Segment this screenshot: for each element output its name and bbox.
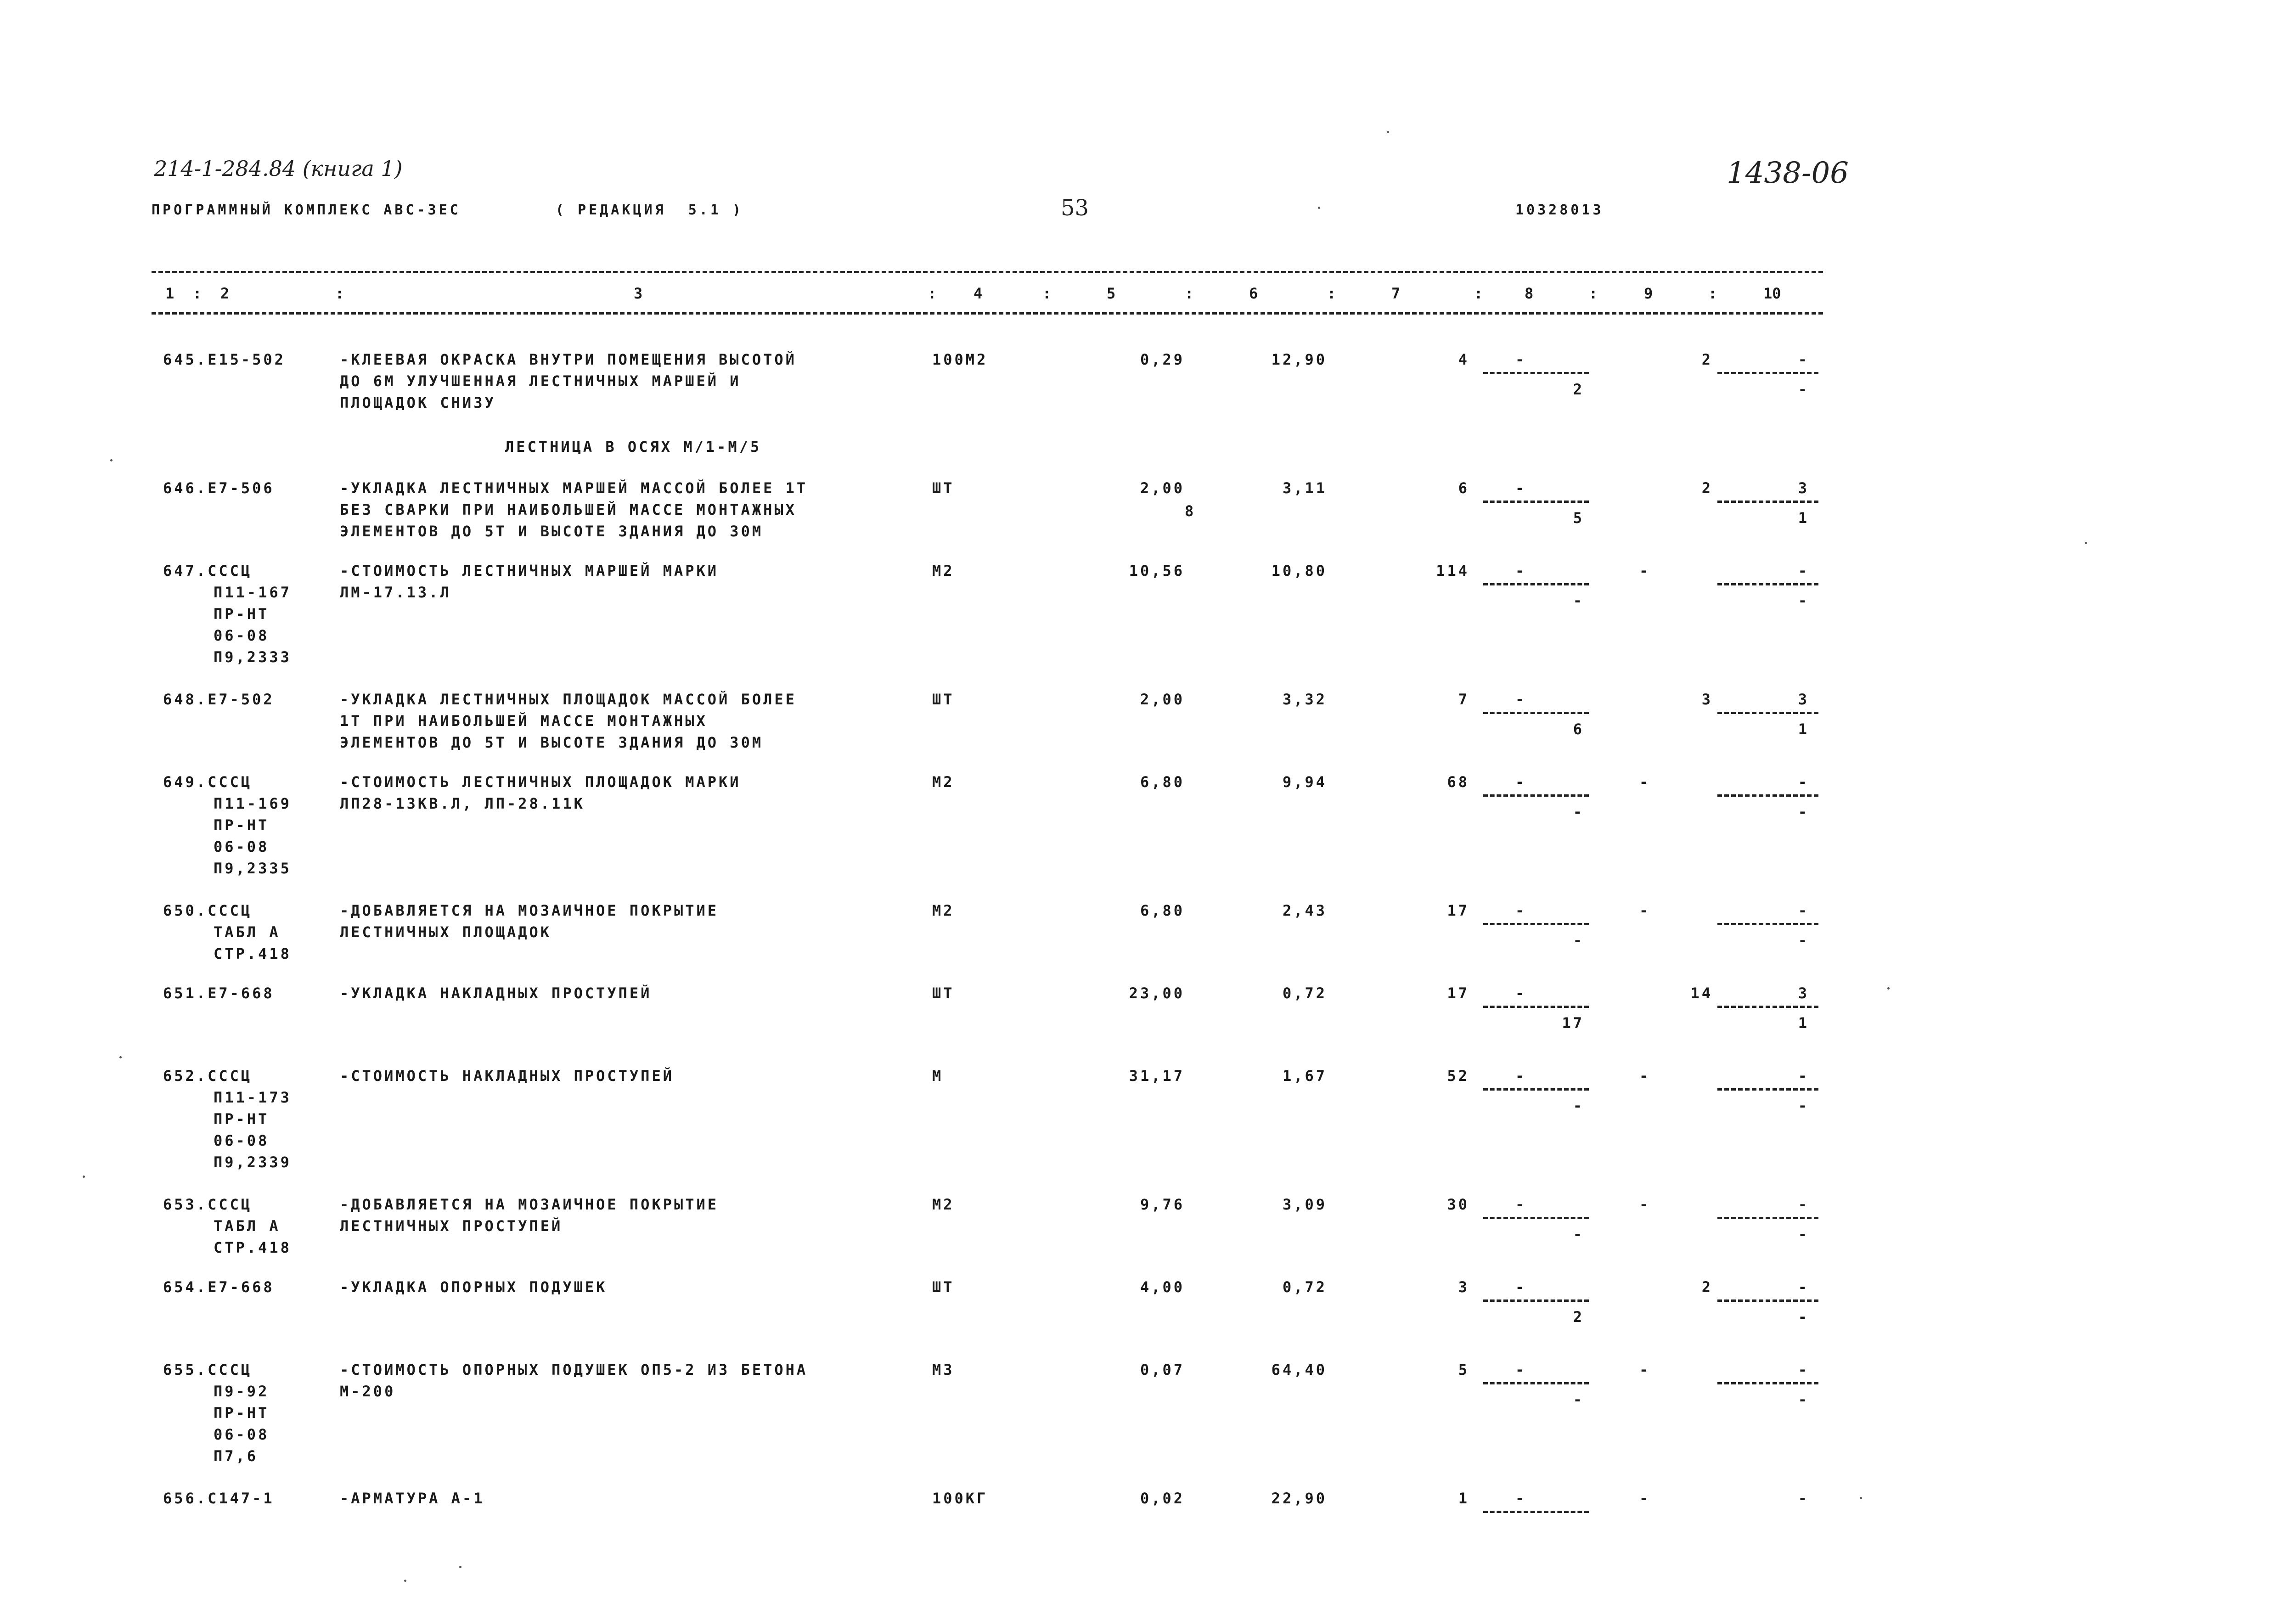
description-line: ЭЛЕМЕНТОВ ДО 5Т И ВЫСОТЕ ЗДАНИЯ ДО 30М	[340, 523, 764, 540]
description-line: -УКЛАДКА ЛЕСТНИЧНЫХ ПЛОЩАДОК МАССОЙ БОЛЕЕ	[340, 691, 797, 708]
item-number: 647.СССЦ	[163, 562, 253, 579]
item-number: 656.С147-1	[163, 1490, 275, 1507]
program-name: ПРОГРАММНЫЙ КОМПЛЕКС АВС-ЗЕС	[152, 202, 461, 218]
column-header: 8	[1525, 285, 1534, 302]
price-cell: 3,32	[1282, 691, 1327, 708]
col9-cell: -	[1639, 773, 1651, 791]
column-header: 3	[634, 285, 643, 302]
col8-numerator: -	[1515, 351, 1527, 368]
col10-fraction-bar	[1717, 1382, 1818, 1384]
col10-fraction-bar	[1717, 501, 1818, 503]
col9-cell: -	[1639, 1067, 1651, 1085]
col10-numerator: -	[1798, 1361, 1809, 1378]
col9-value: 2	[1701, 1278, 1713, 1296]
col8-fraction-bar	[1483, 1006, 1589, 1008]
col9-value: 2	[1701, 351, 1713, 368]
description-line: -СТОИМОСТЬ ЛЕСТНИЧНЫХ МАРШЕЙ МАРКИ	[340, 562, 719, 579]
quantity-cell: 31,17	[1129, 1067, 1185, 1085]
unit-cell: М2	[932, 562, 955, 579]
col8-denominator: 6	[1573, 720, 1584, 738]
column-separator: :	[928, 285, 937, 302]
quantity-cell: 6,80	[1140, 902, 1185, 919]
col8-fraction-bar	[1483, 501, 1589, 503]
col9-cell: -	[1639, 902, 1651, 919]
item-code-line: ТАБЛ А	[214, 1217, 281, 1235]
description-line: ЛЕСТНИЧНЫХ ПЛОЩАДОК	[340, 923, 552, 941]
price-cell: 3,11	[1282, 479, 1327, 497]
col10-denominator: -	[1798, 592, 1809, 609]
col9-value: 3	[1701, 691, 1713, 708]
item-code-line: П7,6	[214, 1447, 259, 1465]
unit-cell: М2	[932, 773, 955, 791]
unit-cell: 100М2	[932, 351, 988, 368]
column-separator: :	[1327, 285, 1336, 302]
col10-denominator: -	[1798, 1308, 1809, 1326]
description-line: ЛЕСТНИЧНЫХ ПРОСТУПЕЙ	[340, 1217, 563, 1235]
total-cell: 1	[1458, 1490, 1469, 1507]
col8-numerator: -	[1515, 773, 1527, 791]
col8-denominator: 5	[1573, 509, 1584, 527]
col8-fraction-bar	[1483, 1088, 1589, 1091]
column-header: 10	[1763, 285, 1781, 302]
col8-denominator: -	[1573, 932, 1584, 949]
unit-cell: М	[932, 1067, 944, 1085]
col8-fraction-bar	[1483, 1217, 1589, 1219]
document-code: 10328013	[1515, 202, 1604, 218]
item-number: 650.СССЦ	[163, 902, 253, 919]
item-number: 651.Е7-668	[163, 984, 275, 1002]
col8-denominator: -	[1573, 803, 1584, 821]
price-cell: 12,90	[1271, 351, 1327, 368]
col10-denominator: 1	[1798, 720, 1809, 738]
description-line: -СТОИМОСТЬ ЛЕСТНИЧНЫХ ПЛОЩАДОК МАРКИ	[340, 773, 741, 791]
total-cell: 6	[1458, 479, 1469, 497]
total-cell: 114	[1436, 562, 1469, 579]
col10-denominator: -	[1798, 1226, 1809, 1243]
col10-fraction-bar	[1717, 1088, 1818, 1091]
col10-numerator: -	[1798, 1067, 1809, 1085]
col8-denominator: -	[1573, 592, 1584, 609]
description-line: ДО 6М УЛУЧШЕННАЯ ЛЕСТНИЧНЫХ МАРШЕЙ И	[340, 372, 741, 390]
item-number: 646.Е7-506	[163, 479, 275, 497]
item-code-line: ПР-НТ	[214, 1110, 270, 1128]
col10-numerator: 3	[1798, 479, 1809, 497]
col8-fraction-bar	[1483, 372, 1589, 374]
total-cell: 5	[1458, 1361, 1469, 1378]
quantity-cell: 2,00	[1140, 479, 1185, 497]
col10-numerator: -	[1798, 351, 1809, 368]
total-cell: 17	[1447, 984, 1469, 1002]
description-line: -СТОИМОСТЬ ОПОРНЫХ ПОДУШЕК ОП5-2 ИЗ БЕТОНА	[340, 1361, 808, 1378]
unit-cell: ШТ	[932, 1278, 955, 1296]
handwritten-reference: 214-1-284.84 (книга 1)	[154, 156, 403, 181]
col9-cell: -	[1639, 562, 1651, 579]
col8-numerator: -	[1515, 691, 1527, 708]
price-cell: 10,80	[1271, 562, 1327, 579]
quantity-cell: 10,56	[1129, 562, 1185, 579]
quantity-cell: 0,07	[1140, 1361, 1185, 1378]
edition-label: ( РЕДАКЦИЯ 5.1 )	[556, 202, 744, 218]
quantity-cell: 0,02	[1140, 1490, 1185, 1507]
description-line: -АРМАТУРА А-1	[340, 1490, 485, 1507]
col8-numerator: -	[1515, 562, 1527, 579]
col9-value: 2	[1701, 479, 1713, 497]
col10-fraction-bar	[1717, 712, 1818, 714]
col10-fraction-bar	[1717, 1299, 1818, 1302]
description-line: М-200	[340, 1383, 396, 1400]
item-code-line: 06-08	[214, 627, 270, 644]
column-separator: :	[1589, 285, 1598, 302]
col8-numerator: -	[1515, 479, 1527, 497]
description-line: БЕЗ СВАРКИ ПРИ НАИБОЛЬШЕЙ МАССЕ МОНТАЖНЫХ	[340, 501, 797, 518]
price-cell: 3,09	[1282, 1196, 1327, 1213]
item-code-line: СТР.418	[214, 945, 292, 962]
total-cell: 30	[1447, 1196, 1469, 1213]
col8-fraction-bar	[1483, 712, 1589, 714]
col10-denominator: -	[1798, 1391, 1809, 1408]
col10-numerator: -	[1798, 902, 1809, 919]
description-line: ЭЛЕМЕНТОВ ДО 5Т И ВЫСОТЕ ЗДАНИЯ ДО 30М	[340, 734, 764, 751]
col8-numerator: -	[1515, 1196, 1527, 1213]
total-cell: 4	[1458, 351, 1469, 368]
item-code-line: ТАБЛ А	[214, 923, 281, 941]
item-code-line: 06-08	[214, 1426, 270, 1443]
col10-denominator: 1	[1798, 1014, 1809, 1032]
description-line: -ДОБАВЛЯЕТСЯ НА МОЗАИЧНОЕ ПОКРЫТИЕ	[340, 1196, 719, 1213]
description-line: ЛП28-13КВ.Л, ЛП-28.11К	[340, 795, 585, 812]
column-header: 4	[974, 285, 983, 302]
description-line: ЛМ-17.13.Л	[340, 584, 451, 601]
col10-numerator: 3	[1798, 691, 1809, 708]
column-separator: :	[1042, 285, 1052, 302]
col8-fraction-bar	[1483, 1511, 1589, 1513]
price-cell: 2,43	[1282, 902, 1327, 919]
column-separator: :	[193, 285, 202, 302]
column-separator: :	[335, 285, 344, 302]
description-line: -УКЛАДКА НАКЛАДНЫХ ПРОСТУПЕЙ	[340, 984, 652, 1002]
description-line: -ДОБАВЛЯЕТСЯ НА МОЗАИЧНОЕ ПОКРЫТИЕ	[340, 902, 719, 919]
description-line: -УКЛАДКА ЛЕСТНИЧНЫХ МАРШЕЙ МАССОЙ БОЛЕЕ 1Т	[340, 479, 808, 497]
col8-fraction-bar	[1483, 1382, 1589, 1384]
quantity-cell: 4,00	[1140, 1278, 1185, 1296]
description-line: ПЛОЩАДОК СНИЗУ	[340, 394, 496, 411]
item-number: 648.Е7-502	[163, 691, 275, 708]
col8-denominator: 17	[1562, 1014, 1584, 1032]
item-code-line: 06-08	[214, 1132, 270, 1149]
col8-fraction-bar	[1483, 923, 1589, 925]
column-separator: :	[1474, 285, 1483, 302]
col10-fraction-bar	[1717, 372, 1818, 374]
quantity-cell: 0,29	[1140, 351, 1185, 368]
price-cell: 64,40	[1271, 1361, 1327, 1378]
unit-cell: ШТ	[932, 691, 955, 708]
unit-cell: 100КГ	[932, 1490, 988, 1507]
section-title: ЛЕСТНИЦА В ОСЯХ М/1-М/5	[505, 438, 762, 456]
item-code-line: ПР-НТ	[214, 1404, 270, 1422]
col10-fraction-bar	[1717, 1006, 1818, 1008]
unit-cell: М2	[932, 902, 955, 919]
item-code-line: П9,2333	[214, 648, 292, 666]
item-code-line: П9,2335	[214, 860, 292, 877]
item-code-line: П11-169	[214, 795, 292, 812]
description-line: -УКЛАДКА ОПОРНЫХ ПОДУШЕК	[340, 1278, 608, 1296]
col10-denominator: -	[1798, 381, 1809, 398]
col8-fraction-bar	[1483, 583, 1589, 585]
price-cell: 0,72	[1282, 984, 1327, 1002]
col8-numerator: -	[1515, 1067, 1527, 1085]
col10-numerator: -	[1798, 773, 1809, 791]
col10-denominator: -	[1798, 1097, 1809, 1114]
col8-fraction-bar	[1483, 1299, 1589, 1302]
col8-fraction-bar	[1483, 794, 1589, 797]
header-rule-bottom	[152, 312, 1823, 315]
item-number: 653.СССЦ	[163, 1196, 253, 1213]
col8-denominator: 2	[1573, 381, 1584, 398]
item-code-line: П9-92	[214, 1383, 270, 1400]
total-cell: 68	[1447, 773, 1469, 791]
item-code-line: П11-173	[214, 1089, 292, 1106]
unit-cell: М2	[932, 1196, 955, 1213]
column-header: 2	[220, 285, 230, 302]
col10-denominator: 1	[1798, 509, 1809, 527]
item-code-line: ПР-НТ	[214, 605, 270, 623]
item-number: 645.Е15-502	[163, 351, 286, 368]
header-rule-top	[152, 271, 1823, 273]
column-header: 9	[1644, 285, 1653, 302]
column-header: 6	[1249, 285, 1258, 302]
total-cell: 3	[1458, 1278, 1469, 1296]
unit-cell: М3	[932, 1361, 955, 1378]
col8-numerator: -	[1515, 1490, 1527, 1507]
page-number: 53	[1061, 195, 1089, 221]
handwritten-code: 1438-06	[1727, 156, 1849, 190]
item-code-line: П9,2339	[214, 1153, 292, 1171]
col10-numerator: 3	[1798, 984, 1809, 1002]
col10-numerator: -	[1798, 1490, 1809, 1507]
description-line: -СТОИМОСТЬ НАКЛАДНЫХ ПРОСТУПЕЙ	[340, 1067, 674, 1085]
item-number: 652.СССЦ	[163, 1067, 253, 1085]
col9-cell: -	[1639, 1361, 1651, 1378]
unit-cell: ШТ	[932, 479, 955, 497]
col10-fraction-bar	[1717, 794, 1818, 797]
total-cell: 52	[1447, 1067, 1469, 1085]
col10-numerator: -	[1798, 562, 1809, 579]
description-line: -КЛЕЕВАЯ ОКРАСКА ВНУТРИ ПОМЕЩЕНИЯ ВЫСОТОЙ	[340, 351, 797, 368]
col8-numerator: -	[1515, 1278, 1527, 1296]
col10-fraction-bar	[1717, 923, 1818, 925]
col10-fraction-bar	[1717, 1217, 1818, 1219]
total-cell: 7	[1458, 691, 1469, 708]
column-header: 1	[165, 285, 174, 302]
unit-cell: ШТ	[932, 984, 955, 1002]
col10-fraction-bar	[1717, 583, 1818, 585]
price-cell: 9,94	[1282, 773, 1327, 791]
item-code-line: СТР.418	[214, 1239, 292, 1256]
item-number: 649.СССЦ	[163, 773, 253, 791]
item-code-line: ПР-НТ	[214, 816, 270, 834]
price-cell: 0,72	[1282, 1278, 1327, 1296]
column-header: 7	[1391, 285, 1401, 302]
col9-cell: -	[1639, 1490, 1651, 1507]
col8-numerator: -	[1515, 902, 1527, 919]
col8-denominator: 2	[1573, 1308, 1584, 1326]
item-code-line: 06-08	[214, 838, 270, 855]
col8-numerator: -	[1515, 984, 1527, 1002]
price-cell: 1,67	[1282, 1067, 1327, 1085]
col8-denominator: -	[1573, 1226, 1584, 1243]
col9-value: 14	[1690, 984, 1713, 1002]
col8-denominator: -	[1573, 1097, 1584, 1114]
quantity-note: 8	[1185, 502, 1196, 520]
column-header: 5	[1107, 285, 1116, 302]
quantity-cell: 23,00	[1129, 984, 1185, 1002]
col8-numerator: -	[1515, 1361, 1527, 1378]
total-cell: 17	[1447, 902, 1469, 919]
item-number: 655.СССЦ	[163, 1361, 253, 1378]
col10-denominator: -	[1798, 803, 1809, 821]
col10-denominator: -	[1798, 932, 1809, 949]
item-code-line: П11-167	[214, 584, 292, 601]
price-cell: 22,90	[1271, 1490, 1327, 1507]
col8-denominator: -	[1573, 1391, 1584, 1408]
column-separator: :	[1708, 285, 1717, 302]
description-line: 1Т ПРИ НАИБОЛЬШЕЙ МАССЕ МОНТАЖНЫХ	[340, 712, 708, 730]
quantity-cell: 6,80	[1140, 773, 1185, 791]
column-separator: :	[1185, 285, 1194, 302]
quantity-cell: 9,76	[1140, 1196, 1185, 1213]
quantity-cell: 2,00	[1140, 691, 1185, 708]
col10-numerator: -	[1798, 1196, 1809, 1213]
col9-cell: -	[1639, 1196, 1651, 1213]
col10-numerator: -	[1798, 1278, 1809, 1296]
item-number: 654.Е7-668	[163, 1278, 275, 1296]
